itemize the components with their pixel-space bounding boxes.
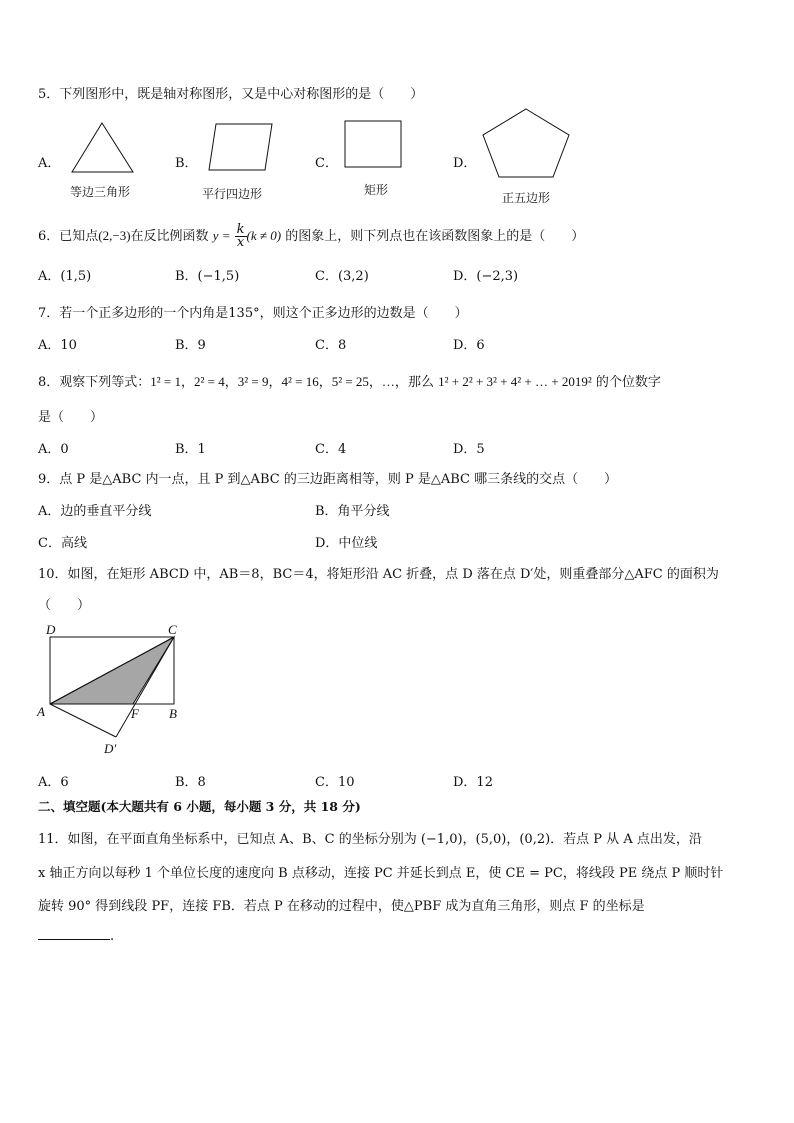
q11-line1: 11．如图，在平面直角坐标系中，已知点 A、B、C 的坐标分别为 (−1,0)，(5,0)，(0,2)．若点 P 从 A 点出发，沿	[38, 832, 702, 847]
q6-option-c: C．(3,2)	[315, 269, 369, 284]
q11-line2: x 轴正方向以每秒 1 个单位长度的速度向 B 点移动，连接 PC 并延长到点 E，使 CE = PC，将线段 PE 绕点 P 顺时针	[38, 866, 724, 881]
q6-fn-cond: (k ≠ 0)	[246, 228, 282, 243]
q9-option-c: C．高线	[38, 536, 87, 551]
label-f: F	[131, 706, 139, 721]
q8-stem: 8．观察下列等式：1² = 1，2² = 4，3² = 9，4² = 16，5² = 25，…，那么 1² + 2² + 3² + 4² + … + 2019² 的个位数字	[38, 374, 661, 390]
label-a: A	[37, 704, 45, 719]
q5-option-b-caption: 平行四边形	[202, 187, 263, 201]
q11-answer: .	[38, 927, 114, 944]
q5-option-d-letter: D．	[453, 156, 477, 171]
q7-option-b: B．9	[175, 338, 206, 353]
label-b: B	[169, 706, 177, 721]
q8-option-b: B．1	[175, 442, 206, 457]
q8-option-c: C．4	[315, 442, 347, 457]
q8-sum: 1² + 2² + 3² + 4² + … + 2019²	[438, 374, 592, 389]
q6-point: (2,−3)	[98, 228, 131, 243]
label-c: C	[168, 622, 177, 637]
q6-fn-y: y =	[212, 228, 231, 243]
q5-option-d-caption: 正五边形	[502, 191, 551, 205]
q6-option-a: A．(1,5)	[38, 269, 92, 284]
q10-option-a: A．6	[38, 775, 69, 790]
q10-stem: 10．如图，在矩形 ABCD 中，AB＝8，BC＝4，将矩形沿 AC 折叠，点 D 落在点 D′处，则重叠部分△AFC 的面积为	[38, 567, 719, 582]
q5-stem: 5．下列图形中，既是轴对称图形，又是中心对称图形的是（ ）	[38, 87, 424, 102]
q9-option-d: D．中位线	[315, 536, 378, 551]
segment-ad-prime	[50, 704, 116, 737]
q8-equations: 1² = 1，2² = 4，3² = 9，4² = 16，5² = 25，…，	[150, 374, 408, 389]
q8-option-a: A．0	[38, 442, 69, 457]
q10-option-b: B．8	[175, 775, 206, 790]
answer-blank[interactable]	[38, 927, 110, 940]
label-d-prime: D′	[104, 741, 117, 756]
q9-option-a: A．边的垂直平分线	[38, 504, 152, 519]
q9-stem: 9．点 P 是△ABC 内一点，且 P 到△ABC 的三边距离相等，则 P 是△ABC 哪三条线的交点（ ）	[38, 472, 618, 487]
q7-stem: 7．若一个正多边形的一个内角是135°，则这个正多边形的边数是（ ）	[38, 306, 468, 321]
q8-stem-line2: 是（ ）	[38, 410, 104, 425]
q10-option-c: C．10	[315, 775, 355, 790]
q5-option-a-letter: A．	[38, 156, 61, 171]
q10-option-d: D．12	[453, 775, 493, 790]
q6-fraction: $\frac{k}{x}$	[236, 222, 245, 250]
q9-option-b: B．角平分线	[315, 504, 390, 519]
q8-option-d: D．5	[453, 442, 485, 457]
q7-option-c: C．8	[315, 338, 347, 353]
q5-option-b-letter: B．	[175, 156, 198, 171]
q11-line3: 旋转 90° 得到线段 PF，连接 FB．若点 P 在移动的过程中，使△PBF 成为直角三角形，则点 F 的坐标是	[38, 899, 645, 914]
q7-option-d: D．6	[453, 338, 485, 353]
q6-stem: 6．已知点(2,−3)在反比例函数 y = $\frac{k}{x}$ (k ≠ 0) 的图象上，则下列点也在该函数图象上的是（ ）	[38, 222, 585, 250]
q5-option-c-caption: 矩形	[364, 183, 389, 197]
q7-option-a: A．10	[38, 338, 77, 353]
q5-option-a-caption: 等边三角形	[70, 185, 131, 199]
q10-stem-line2: （ ）	[38, 598, 91, 613]
label-d: D	[46, 622, 56, 637]
q5-option-c-letter: C．	[315, 156, 338, 171]
section-title-fill-in: 二、填空题(本大题共有 6 小题，每小题 3 分，共 18 分)	[38, 799, 361, 814]
q6-option-b: B．(−1,5)	[175, 269, 240, 284]
q6-option-d: D．(−2,3)	[453, 269, 519, 284]
